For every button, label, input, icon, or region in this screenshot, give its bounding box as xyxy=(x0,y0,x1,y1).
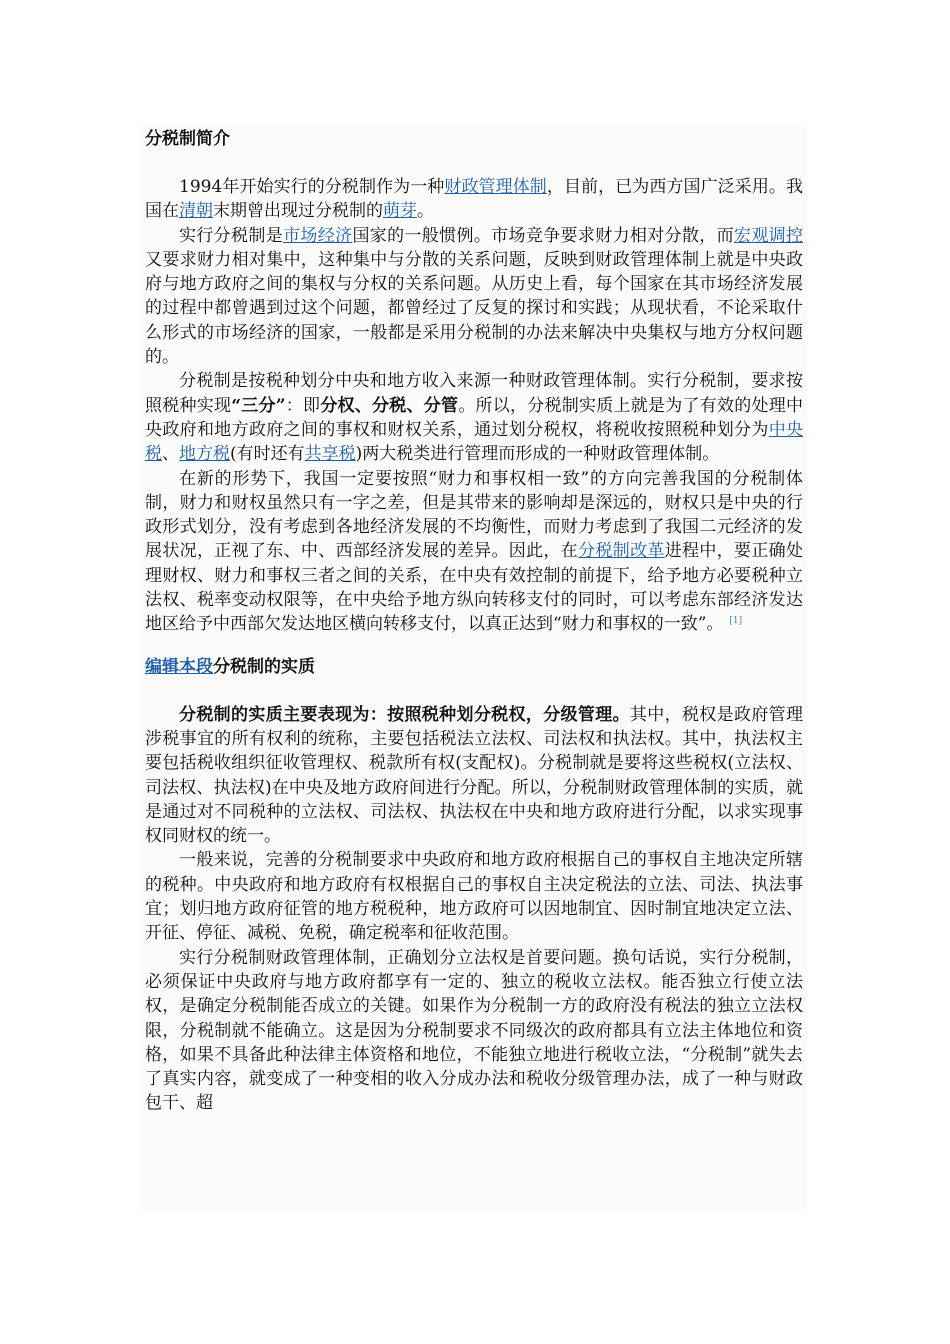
paragraph: 在新的形势下，我国一定要按照“财力和事权相一致”的方向完善我国的分税制体制，财力和财权虽然只有一字之差，但是其带来的影响却是深远的，财权只是中央的行政形式划分，没有考虑到各地经济发展的不均衡性，而财力考虑到了我国二元经济的发展状况，正视了东、中、西部经济发展的差异。因此，在分税制改革进程中，要正确处理财权、财力和事权三者之间的关系，在中央有效控制的前提下，给予地方必要税种立法权、税率变动权限等，在中央给予地方纵向转移支付的同时，可以考虑东部经济发达地区给予中西部欠发达地区横向转移支付，以真正达到“财力和事权的一致”。 [1] xyxy=(145,468,804,635)
section-title-intro: 分税制简介 xyxy=(145,129,230,149)
link-sprout[interactable]: 萌芽 xyxy=(383,201,417,222)
paragraph: 一般来说，完善的分税制要求中央政府和地方政府根据自己的事权自主地决定所辖的税种。中央政府和地方政府有权根据自己的事权自主决定税法的立法、司法、执法事宜；划归地方政府征管的地方税税种，地方政府可以因地制宜、因时制宜地决定立法、开征、停征、减税、免税，确定税率和征收范围。 xyxy=(145,850,803,944)
document-page xyxy=(141,123,807,1213)
link-shared-tax[interactable]: 共享税 xyxy=(304,444,356,465)
link-market-economy[interactable]: 市场经济 xyxy=(283,225,353,246)
link-fiscal-management-system[interactable]: 财政管理体制 xyxy=(444,177,547,197)
bold-text: 分税制的实质主要表现为：按照税种划分税权，分级管理。 xyxy=(179,704,630,725)
link-qing-dynasty[interactable]: 清朝 xyxy=(179,201,213,222)
paragraph: 1994年开始实行的分税制作为一种财政管理体制，目前，已为西方国广泛采用。我国在清朝末期曾出现过分税制的萌芽。 xyxy=(145,177,804,222)
paragraph: 分税制的实质主要表现为：按照税种划分税权，分级管理。其中，税权是政府管理涉税事宜的所有权利的统称，主要包括税法立法权、司法权和执法权。其中，执法权主要包括税收组织征收管理权、税款所有权(支配权)。分税制就是要将这些税权(立法权、司法权、执法权)在中央及地方政府间进行分配。所以，分税制财政管理体制的实质，就是通过对不同税种的立法权、司法权、执法权在中央和地方政府进行分配，以求实现事权同财权的统一。 xyxy=(145,704,804,847)
edit-section-link[interactable]: 编辑本段 xyxy=(145,656,213,677)
link-local-tax[interactable]: 地方税 xyxy=(179,444,230,465)
link-tax-reform[interactable]: 分税制改革 xyxy=(578,541,665,562)
reference-marker[interactable]: [1] xyxy=(729,615,743,626)
section-title-essence: 编辑本段分税制的实质 xyxy=(145,656,315,677)
article-body xyxy=(141,125,807,1116)
link-central-tax[interactable]: 中央税 xyxy=(145,419,804,465)
paragraph: 实行分税制是市场经济国家的一般惯例。市场竞争要求财力相对分散，而宏观调控又要求财力相对集中，这种集中与分散的关系问题，反映到财政管理体制上就是中央政府与地方政府之间的集权与分权的关系问题。从历史上看，每个国家在其市场经济发展的过程中都曾遇到过这个问题，都曾经过了反复的探讨和实践；从现状看，不论采取什么形式的市场经济的国家，一般都是采用分税制的办法来解决中央集权与地方分权问题的。 xyxy=(145,225,804,368)
bold-text: 分权、分税、分管 xyxy=(320,395,459,416)
link-macro-control[interactable]: 宏观调控 xyxy=(733,225,804,246)
section-essence-body xyxy=(145,703,803,1116)
paragraph: 分税制是按税种划分中央和地方收入来源一种财政管理体制。实行分税制，要求按照税种实现“三分”：即分权、分税、分管。所以，分税制实质上就是为了有效的处理中央政府和地方政府之间的事权和财权关系，通过划分税权，将税收按照税种划分为中央税、地方税(有时还有共享税)两大税类进行管理而形成的一种财政管理体制。 xyxy=(145,371,804,465)
paragraph: 实行分税制财政管理体制，正确划分立法权是首要问题。换句话说，实行分税制，必须保证中央政府与地方政府都享有一定的、独立的税收立法权。能否独立行使立法权，是确定分税制能否成立的关键。如果作为分税制一方的政府没有税法的独立立法权限，分税制就不能确立。这是因为分税制要求不同级次的政府都具有立法主体地位和资格，如果不具备此种法律主体资格和地位，不能独立地进行税收立法，“分税制”就失去了真实内容，就变成了一种变相的收入分成办法和税收分级管理办法，成了一种与财政包干、超 xyxy=(145,947,803,1114)
section-intro-body xyxy=(145,175,803,637)
bold-text: “三分” xyxy=(231,395,286,416)
